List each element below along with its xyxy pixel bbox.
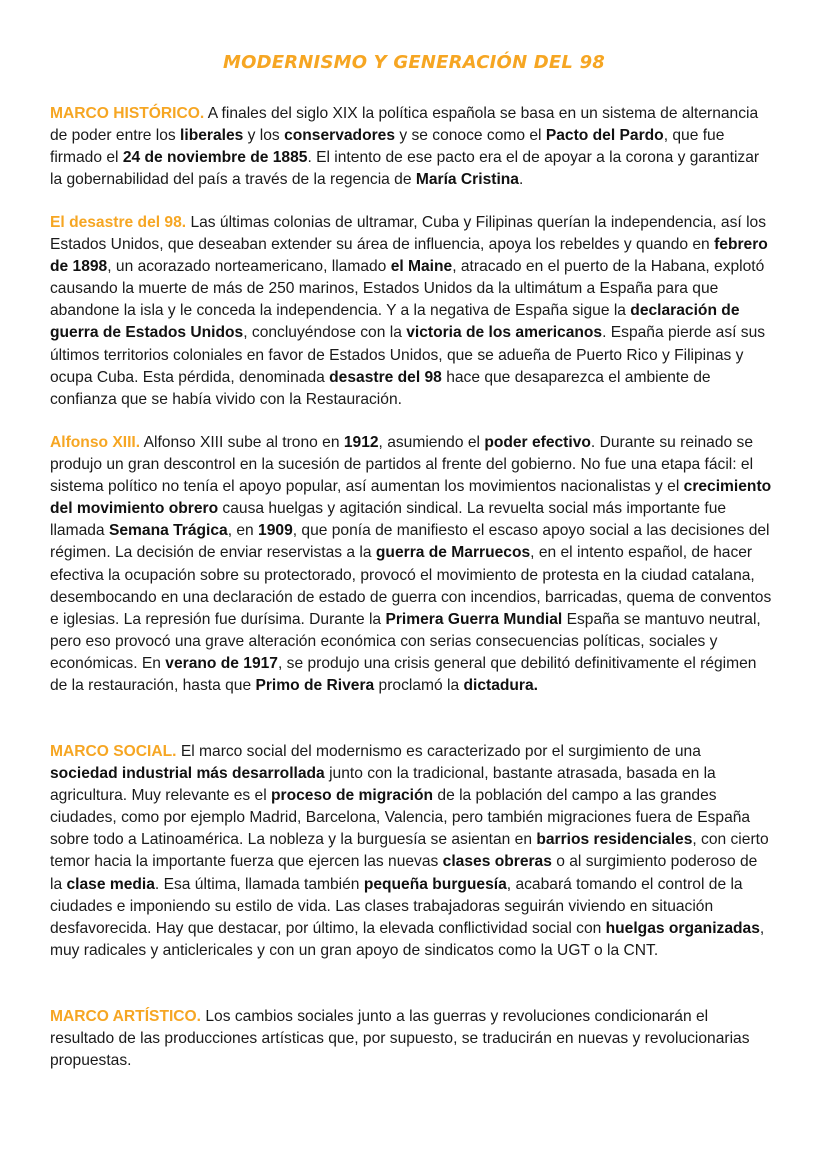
body-text: A finales del siglo XIX la política española se basa en un sistema de alternancia de poder entre los: [50, 105, 759, 145]
bold-text: sociedad industrial más desarrollada: [50, 765, 325, 783]
bold-text: conservadores: [284, 127, 396, 145]
body-text: El marco social del modernismo es caracterizado por el surgimiento de una: [180, 743, 701, 760]
bold-text: crecimiento del movimiento obrero: [50, 478, 772, 518]
bold-text: liberales: [180, 127, 244, 145]
bold-text: Primo de Rivera: [255, 677, 375, 695]
body-text: , muy radicales y anticlericales y con un gran apoyo de sindicatos como la UGT o la CNT.: [50, 919, 765, 959]
bold-text: Semana Trágica: [108, 522, 228, 540]
body-text: , que fue firmado el: [50, 127, 725, 167]
bold-text: desastre del 98: [329, 368, 442, 386]
section-marco-historico: [50, 103, 772, 191]
body-text: Las últimas colonias de ultramar, Cuba y Filipinas querían la independencia, así los Estados Unidos, que deseaban extender su área de influencia, apoya los rebeldes y quando en: [50, 214, 766, 254]
bold-text: verano de 1917: [165, 654, 278, 672]
bold-text: clases obreras: [442, 853, 552, 871]
body-text: o al surgimiento poderoso de la: [50, 853, 758, 893]
body-text: . Durante su reinado se produjo un gran descontrol en la sucesión de partidos al frente del gobierno. No fue una etapa fácil: el sistema político no tenía el apoyo popular, así aumentan los movimientos nacionalistas y el: [50, 434, 754, 496]
body-text: Alfonso XIII sube al trono en: [143, 434, 344, 451]
body-text: , con cierto temor hacia la importante fuerza que ejercen las nuevas: [50, 831, 769, 871]
bold-text: clase media: [66, 875, 155, 893]
bold-text: barrios residenciales: [536, 831, 693, 849]
page-title: MODERNISMO Y GENERACIÓN DEL 98: [222, 52, 606, 73]
section-marco-social: [50, 741, 772, 962]
bold-text: pequeña burguesía: [363, 875, 507, 893]
body-text: , se produjo una crisis general que debilitó definitivamente el régimen de la restauración, hasta que: [50, 654, 757, 695]
section-heading: El desastre del 98.: [50, 214, 187, 231]
bold-text: poder efectivo: [484, 434, 591, 451]
section-marco-artistico: [50, 1006, 772, 1072]
bold-text: 1912: [343, 434, 379, 451]
section-desastre-98: [50, 212, 772, 411]
body-text: y se conoce como el: [395, 127, 546, 145]
body-text: , concluyéndose con la: [243, 324, 407, 342]
body-text: , asumiendo el: [378, 434, 485, 451]
bold-text: febrero de 1898: [50, 236, 768, 276]
body-text: , que ponía de manifiesto el escaso apoyo social a las decisiones del régimen. La decisión de enviar reservistas a la: [50, 522, 770, 562]
body-text: España se mantuvo neutral, pero eso provocó una grave alteración económica con serias consecuencias políticas, sociales y económicas. En: [50, 610, 761, 672]
body-text: . España pierde así sus últimos territorios coloniales en favor de Estados Unidos, que se adueña de Puerto Rico y Filipinas y ocupa Cuba. Esta pérdida, denominada: [50, 324, 766, 386]
body-text: hace que desaparezca el ambiente de confianza que se había vivido con la Restauración.: [50, 368, 711, 408]
bold-text: el Maine: [390, 258, 453, 276]
body-text: de la población del campo a las grandes ciudades, como por ejemplo Madrid, Barcelona, Valencia, pero también migraciones fuera de España sobre todo a Latinoamérica. La nobleza y la burguesía se asientan en: [50, 787, 751, 849]
bold-text: dictadura.: [463, 677, 539, 695]
section-heading: MARCO ARTÍSTICO.: [50, 1008, 202, 1025]
bold-text: huelgas organizadas: [605, 919, 760, 937]
bold-text: 24 de noviembre de 1885: [122, 149, 308, 167]
body-text: Los cambios sociales junto a las guerras y revoluciones condicionarán el resultado de las producciones artísticas que, por supuesto, se traducirán en nuevas y revolucionarias propuestas.: [50, 1008, 750, 1070]
body-text: , un acorazado norteamericano, llamado: [107, 258, 391, 276]
bold-text: guerra de Marruecos: [375, 544, 531, 562]
bold-text: victoria de los americanos: [406, 324, 603, 342]
bold-text: Primera Guerra Mundial: [385, 610, 563, 628]
bold-text: 1909: [258, 522, 293, 540]
section-alfonso-xiii: [50, 432, 772, 697]
body-text: . Esa última, llamada también: [154, 875, 364, 893]
body-text: , acabará tomando el control de la ciudades e imponiendo su estilo de vida. Las clases trabajadoras seguirán viviendo en situación desfavorecida. Hay que destacar, por último, la elevada conflictividad social con: [50, 875, 743, 937]
body-text: , en: [227, 522, 259, 540]
body-text: causa huelgas y agitación sindical. La revuelta social más importante fue llamada: [50, 500, 727, 540]
section-heading: MARCO HISTÓRICO.: [50, 105, 205, 122]
body-text: proclamó la: [374, 677, 464, 695]
body-text: , atracado en el puerto de la Habana, explotó causando la muerte de más de 250 marinos, Estados Unidos da la ultimátum a España para que abandone la isla y le conceda la independencia. Y a la negativa de España sigue la: [50, 258, 765, 320]
bold-text: Pacto del Pardo: [545, 127, 664, 145]
body-text: junto con la tradicional, bastante atrasada, basada en la agricultura. Muy relevante es el: [50, 765, 716, 805]
section-heading: MARCO SOCIAL.: [50, 743, 177, 760]
body-text: y los: [243, 127, 285, 145]
bold-text: María Cristina: [415, 171, 519, 189]
body-text: , en el intento español, de hacer efectiva la ocupación sobre su protectorado, provocó el movimiento de protesta en la ciudad catalana, desembocando en una declaración de estado de guerra con incendios, barricadas, quema de conventos e iglesias. La represión fue durísima. Durante la: [50, 544, 772, 628]
bold-text: declaración de guerra de Estados Unidos: [50, 302, 740, 342]
bold-text: proceso de migración: [271, 787, 434, 805]
section-heading: Alfonso XIII.: [50, 434, 141, 451]
body-text: . El intento de ese pacto era el de apoyar a la corona y garantizar la gobernabilidad del país a través de la regencia de: [50, 149, 760, 189]
body-text: .: [518, 171, 524, 189]
